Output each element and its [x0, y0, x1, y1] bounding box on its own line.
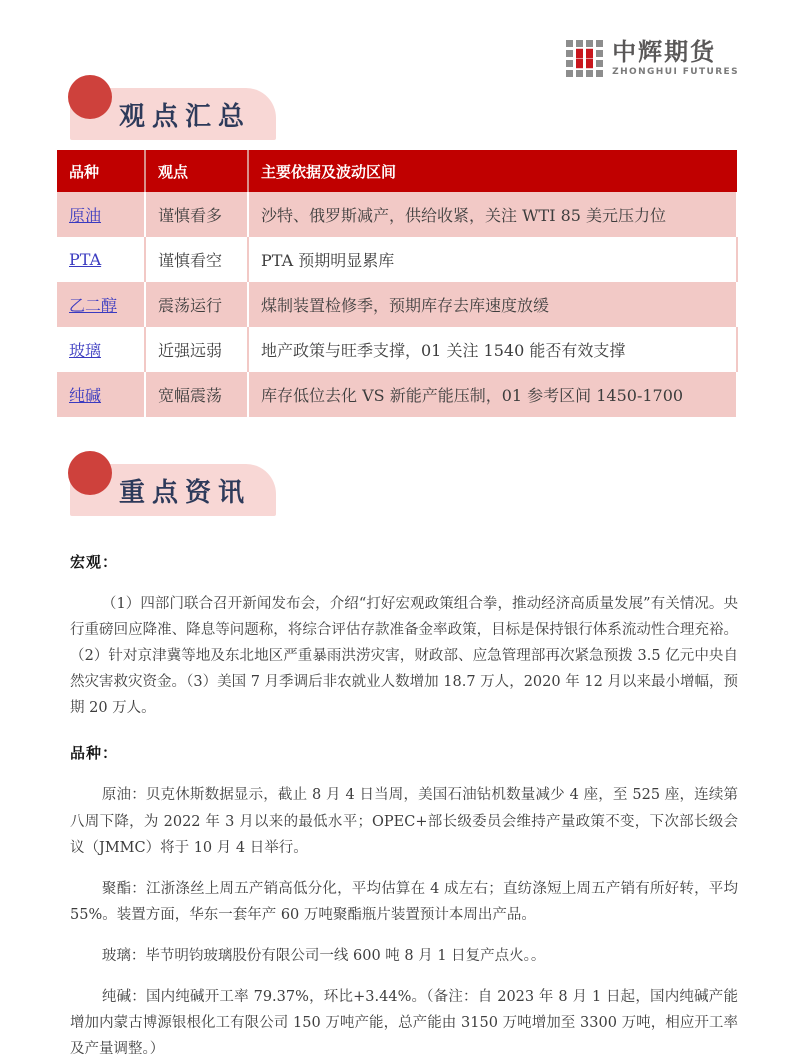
news-body — [70, 549, 738, 1062]
paragraph-soda-ash: 纯碱：国内纯碱开工率 79.37%，环比+3.44%。（备注：自 2023 年 8 月 1 日起，国内纯碱产能增加内蒙古博源银根化工有限公司 150 万吨产能，总产能由 3150 万吨增加至 3300 万吨，相应开工率及产量调整。） — [70, 989, 738, 1058]
red-circle-decoration — [68, 451, 112, 495]
brand-logo — [566, 40, 739, 77]
brand-name — [612, 40, 739, 77]
section-header-summary — [68, 75, 308, 141]
section-header-news — [68, 451, 308, 517]
section-title-news: 重点资讯 — [118, 477, 251, 508]
summary-table — [57, 150, 738, 417]
variety-link-crude-oil[interactable]: 原油 — [69, 206, 102, 225]
variety-link-meg[interactable]: 乙二醇 — [69, 296, 118, 315]
view-cell: 谨慎看多 — [145, 192, 248, 237]
table-header-row — [57, 150, 737, 192]
paragraph-crude-oil: 原油：贝克休斯数据显示，截止 8 月 4 日当周，美国石油钻机数量减少 4 座，至 525 座，连续第八周下降，为 2022 年 3 月以来的最低水平；OPEC+部长级委员会维持产量政策不变，下次部长级会议（JMMC）将于 10 月 4 日举行。 — [70, 787, 738, 856]
basis-cell: 沙特、俄罗斯减产，供给收紧，关注 WTI 85 美元压力位 — [248, 192, 737, 237]
basis-cell: 地产政策与旺季支撑，01 关注 1540 能否有效支撑 — [248, 327, 737, 372]
view-cell: 宽幅震荡 — [145, 372, 248, 417]
view-cell: 震荡运行 — [145, 282, 248, 327]
table-row-glass — [57, 327, 737, 372]
col-header-variety: 品种 — [57, 150, 145, 192]
table-row-crude-oil — [57, 192, 737, 237]
variety-link-glass[interactable]: 玻璃 — [69, 341, 102, 360]
macro-heading: 宏观： — [70, 553, 119, 571]
variety-link-pta[interactable]: PTA — [69, 250, 102, 269]
brand-name-en: ZHONGHUI FUTURES — [612, 67, 739, 78]
basis-cell: 煤制装置检修季，预期库存去库速度放缓 — [248, 282, 737, 327]
red-circle-decoration — [68, 75, 112, 119]
section-title-summary: 观点汇总 — [118, 101, 251, 132]
basis-cell: PTA 预期明显累库 — [248, 237, 737, 282]
col-header-basis: 主要依据及波动区间 — [248, 150, 737, 192]
table-row-soda-ash — [57, 372, 737, 417]
basis-cell: 库存低位去化 VS 新能产能压制，01 参考区间 1450-1700 — [248, 372, 737, 417]
paragraph-glass: 玻璃：毕节明钧玻璃股份有限公司一线 600 吨 8 月 1 日复产点火。。 — [101, 947, 546, 964]
col-header-view: 观点 — [145, 150, 248, 192]
brand-name-cn: 中辉期货 — [612, 38, 717, 66]
table-row-meg — [57, 282, 737, 327]
variety-link-soda-ash[interactable]: 纯碱 — [69, 386, 102, 405]
logo-grid-icon — [566, 40, 603, 77]
table-row-pta — [57, 237, 737, 282]
view-cell: 近强远弱 — [145, 327, 248, 372]
variety-heading: 品种： — [70, 744, 119, 763]
view-cell: 谨慎看空 — [145, 237, 248, 282]
macro-paragraph: （1）四部门联合召开新闻发布会，介绍“打好宏观政策组合拳，推动经济高质量发展”有关情况。央行重磅回应降准、降息等问题称，将综合评估存款准备金率政策，目标是保持银行体系流动性合理充裕。（2）针对京津冀等地及东北地区严重暴雨洪涝灾害，财政部、应急管理部再次紧急预拨 3.5 亿元中央自然灾害救灾资金。（3）美国 7 月季调后非农就业人数增加 18.7 万人，2020 年 12 月以来最小增幅，预期 20 万人。 — [70, 596, 738, 717]
paragraph-polyester: 聚酯：江浙涤丝上周五产销高低分化，平均估算在 4 成左右；直纺涤短上周五产销有所好转，平均 55%。装置方面，华东一套年产 60 万吨聚酯瓶片装置预计本周出产品。 — [70, 880, 738, 923]
